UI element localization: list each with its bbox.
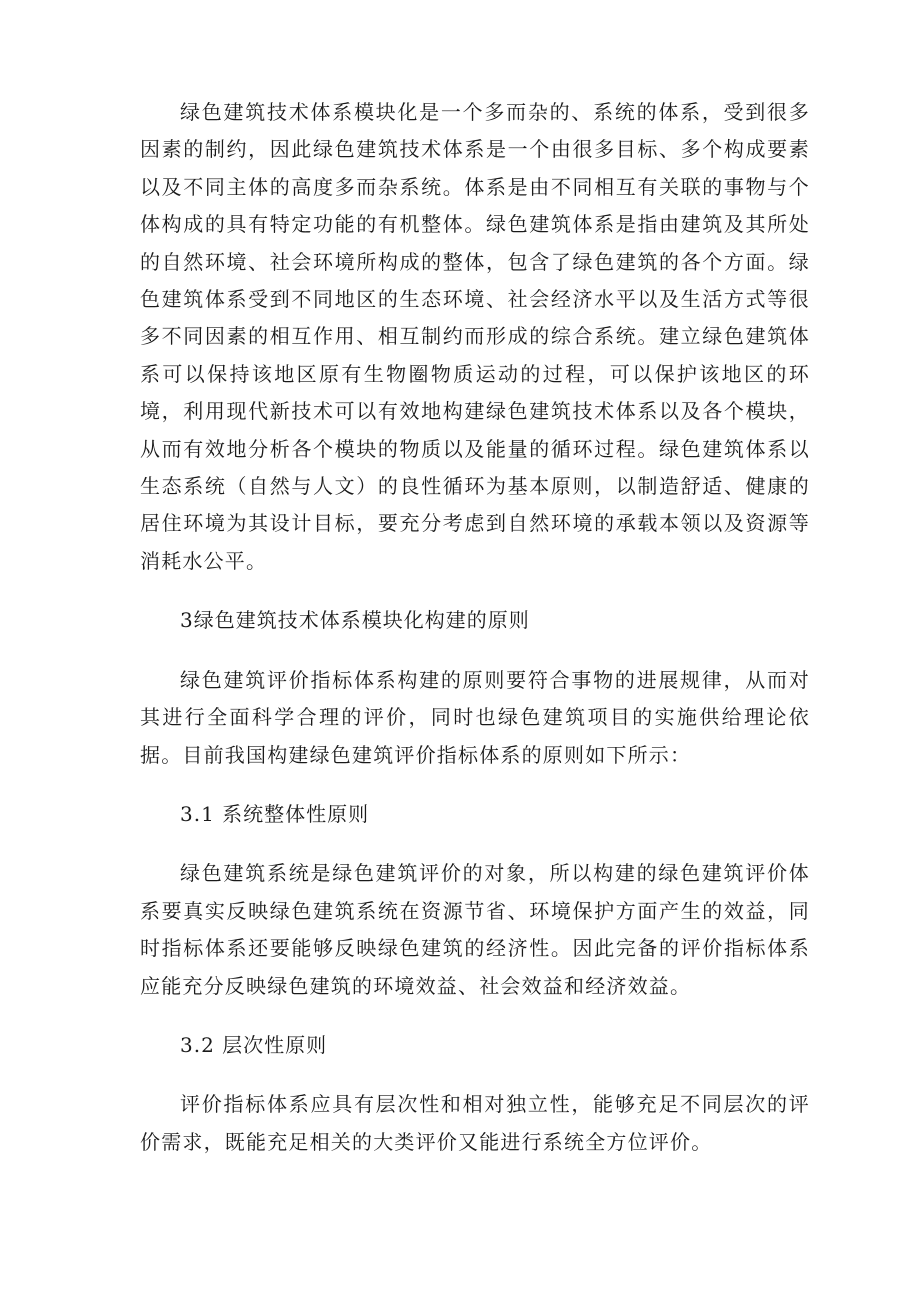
- section-heading-3-2: 3.2 层次性原则: [180, 1032, 328, 1057]
- paragraph-system-integrity: 绿色建筑系统是绿色建筑评价的对象，所以构建的绿色建筑评价体系要真实反映绿色建筑系统在资源节省、环境保护方面产生的效益，同时指标体系还要能够反映绿色建筑的经济性。因此完备的评价指标体系应能充分反映绿色建筑的环境效益、社会效益和经济效益。: [140, 861, 810, 998]
- document-body: [140, 94, 810, 1161]
- spacer: [140, 580, 810, 602]
- paragraph-green-building-system: 绿色建筑技术体系模块化是一个多而杂的、系统的体系，受到很多因素的制约，因此绿色建筑技术体系是一个由很多目标、多个构成要素以及不同主体的高度多而杂系统。体系是由不同相互有关联的事物与个体构成的具有特定功能的有机整体。绿色建筑体系是指由建筑及其所处的自然环境、社会环境所构成的整体，包含了绿色建筑的各个方面。绿色建筑体系受到不同地区的生态环境、社会经济水平以及生活方式等很多不同因素的相互作用、相互制约而形成的综合系统。建立绿色建筑体系可以保持该地区原有生物圈物质运动的过程，可以保护该地区的环境，利用现代新技术可以有效地构建绿色建筑技术体系以及各个模块，从而有效地分析各个模块的物质以及能量的循环过程。绿色建筑体系以生态系统（自然与人文）的良性循环为基本原则，以制造舒适、健康的居住环境为其设计目标，要充分考虑到自然环境的承载本领以及资源等消耗水公平。: [140, 100, 810, 573]
- section-heading-3: 3绿色建筑技术体系模块化构建的原则: [180, 608, 530, 633]
- section-heading-3-1: 3.1 系统整体性原则: [180, 801, 370, 826]
- paragraph-principles-intro: 绿色建筑评价指标体系构建的原则要符合事物的进展规律，从而对其进行全面科学合理的评价，同时也绿色建筑项目的实施供给理论依据。目前我国构建绿色建筑评价指标体系的原则如下所示：: [140, 667, 810, 767]
- spacer: [140, 1005, 810, 1027]
- spacer: [140, 1064, 810, 1086]
- spacer: [140, 833, 810, 855]
- spacer: [140, 774, 810, 796]
- spacer: [140, 640, 810, 662]
- paragraph-hierarchy: 评价指标体系应具有层次性和相对独立性，能够充足不同层次的评价需求，既能充足相关的大类评价又能进行系统全方位评价。: [140, 1092, 810, 1154]
